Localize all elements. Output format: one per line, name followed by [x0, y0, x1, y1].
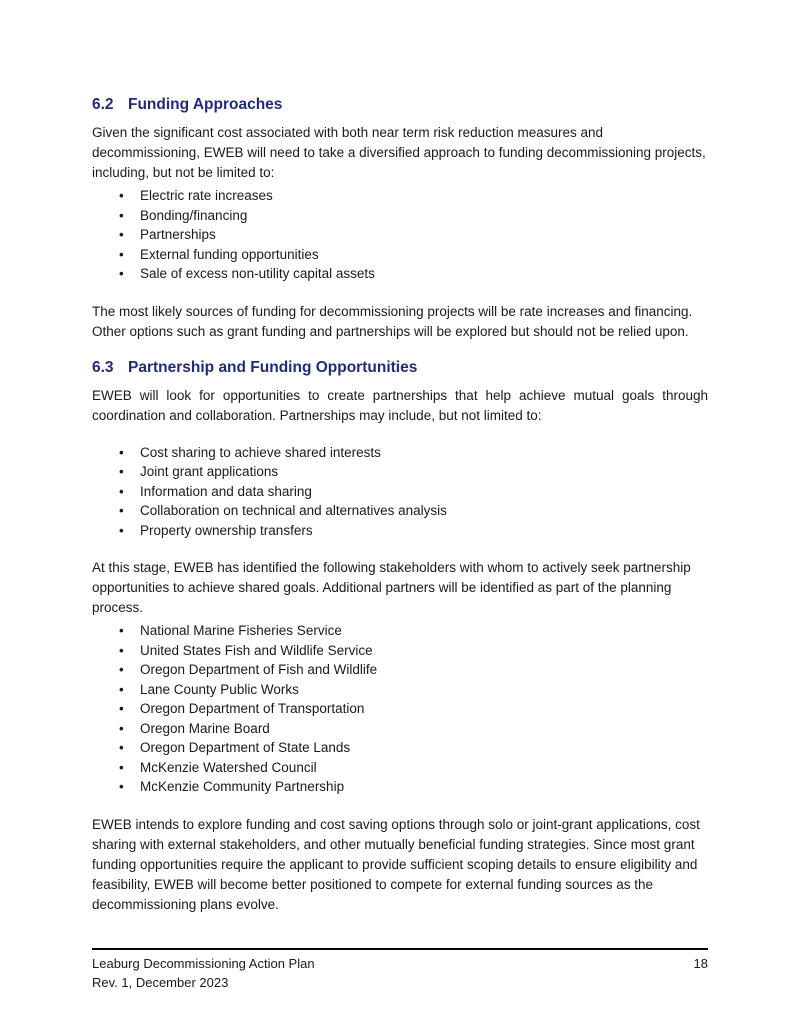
list-item: • National Marine Fisheries Service [119, 621, 708, 641]
list-item: • Oregon Marine Board [119, 719, 708, 739]
list-item: • Oregon Department of Fish and Wildlife [119, 660, 708, 680]
partnership-types-list [92, 443, 708, 541]
section-heading-6-2 [92, 96, 708, 114]
section-title: Funding Approaches [128, 96, 283, 113]
paragraph: At this stage, EWEB has identified the following stakeholders with whom to actively seek partnership opportunities to achieve shared goals. Additional partners will be identified as part of the planning process. [92, 560, 691, 615]
list-item: • Partnerships [119, 225, 708, 245]
footer-row [92, 954, 708, 973]
page-footer [92, 948, 708, 992]
section-number: 6.3 [92, 358, 114, 376]
paragraph: The most likely sources of funding for decommissioning projects will be rate increases and financing. Other options such as grant funding and partnerships will be explored but should not be relied upon. [92, 303, 693, 339]
list-item: • Property ownership transfers [119, 521, 708, 541]
stakeholders-list [92, 621, 708, 797]
list-item: • Electric rate increases [119, 186, 708, 206]
section-number: 6.2 [92, 96, 114, 113]
funding-approaches-list [92, 186, 708, 284]
paragraph: EWEB will look for opportunities to create partnerships that help achieve mutual goals through coordination and collaboration. Partnerships may include, but not limited to: [92, 387, 708, 423]
list-item: • Joint grant applications [119, 462, 708, 482]
section-heading-6-3 [92, 359, 708, 377]
footer-document-title: Leaburg Decommissioning Action Plan [92, 956, 315, 971]
list-item: • McKenzie Watershed Council [119, 758, 708, 778]
footer-revision: Rev. 1, December 2023 [92, 975, 229, 990]
list-item: • United States Fish and Wildlife Service [119, 641, 708, 661]
list-item: • Lane County Public Works [119, 680, 708, 700]
list-item: • Cost sharing to achieve shared interests [119, 443, 708, 463]
list-item: • Bonding/financing [119, 206, 708, 226]
list-item: • Oregon Department of State Lands [119, 738, 708, 758]
list-item: • Sale of excess non-utility capital assets [119, 264, 708, 284]
paragraph: EWEB intends to explore funding and cost saving options through solo or joint-grant applications, cost sharing with external stakeholders, and other mutually beneficial funding strategies. Since most grant funding opportunities require the applicant to provide sufficient scoping details to ensure eligibility and feasibility, EWEB will become better positioned to compete for external funding sources as the decommissioning plans evolve. [92, 816, 700, 912]
list-item: • Collaboration on technical and alternatives analysis [119, 501, 708, 521]
list-item: • McKenzie Community Partnership [119, 777, 708, 797]
footer-page-number: 18 [693, 956, 708, 971]
paragraph: Given the significant cost associated with both near term risk reduction measures and decommissioning, EWEB will need to take a diversified approach to funding decommissioning projects, including, but not be limited to: [92, 125, 706, 180]
list-item: • External funding opportunities [119, 245, 708, 265]
page-content [92, 96, 708, 932]
list-item: • Information and data sharing [119, 482, 708, 502]
section-title: Partnership and Funding Opportunities [128, 358, 418, 376]
list-item: • Oregon Department of Transportation [119, 699, 708, 719]
